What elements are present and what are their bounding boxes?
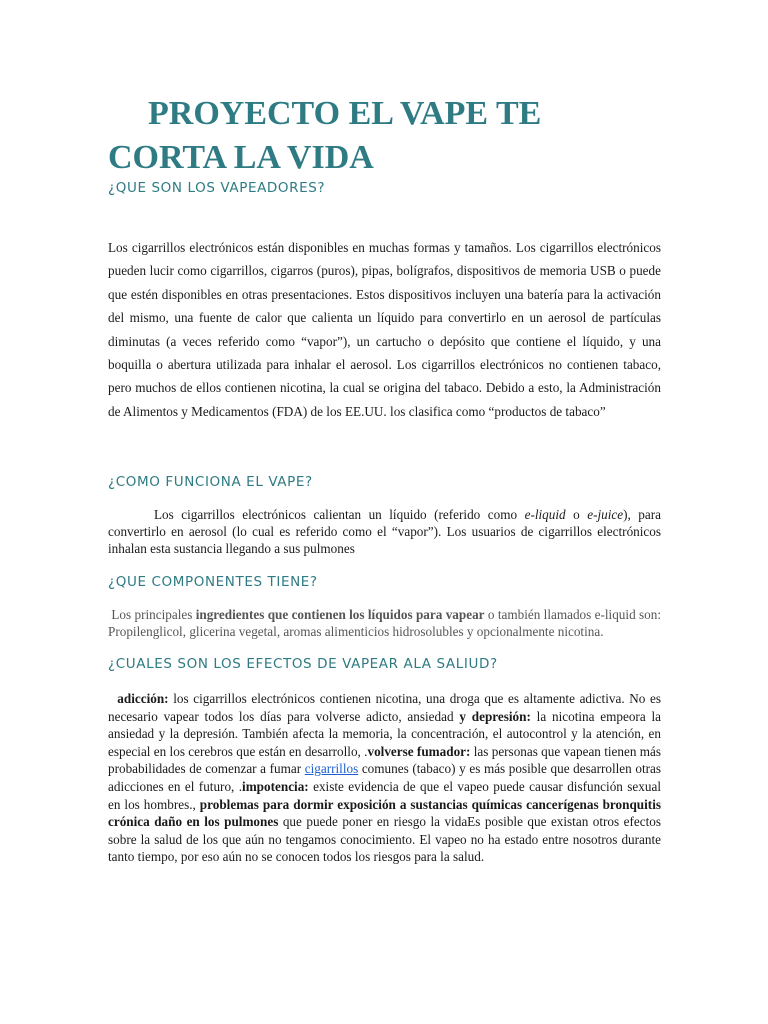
heading-efectos: ¿CUALES SON LOS EFECTOS DE VAPEAR ALA SALIUD?	[108, 656, 498, 672]
componentes-text-b: o también llamados e-liquid son: Propilenglicol, glicerina vegetal, aromas alimenticios hidrosolubles y opcionalmente nicotina.	[108, 607, 662, 640]
heading-componentes: ¿QUE COMPONENTES TIENE?	[108, 574, 318, 590]
efectos-bold-impotencia: impotencia:	[242, 778, 309, 794]
efectos-bold-problemas: problemas para dormir exposición a sustancias químicas cancerígenas bronquitis crónica daño en los pulmones	[108, 796, 661, 830]
como-funciona-text-b: o	[565, 507, 588, 522]
efectos-text-6: que puede poner en riesgo la vidaEs posible que existan otros efectos sobre la salud de los que aún no tengamos conocimiento. El vapeo no ha estado entre nosotros durante tanto tiempo, por eso aún no se conocen todos los riesgos para la salud.	[108, 814, 661, 865]
efectos-text-4: comunes (tabaco) y es más posible que desarrollen otras adicciones en el futuro, .	[108, 761, 661, 794]
heading-que-son: ¿QUE SON LOS VAPEADORES?	[108, 180, 326, 196]
efectos-bold-fumador: volverse fumador:	[367, 743, 471, 759]
efectos-text-1: los cigarrillos electrónicos contienen nicotina, una droga que es altamente adictiva. No es necesario vapear todos los días para volverse adicto, ansiedad	[108, 691, 661, 724]
heading-como-funciona: ¿COMO FUNCIONA EL VAPE?	[108, 474, 313, 490]
efectos-text-5: existe evidencia de que el vapeo puede causar disfunción sexual en los hombres.,	[108, 778, 661, 812]
componentes-text-a: Los principales	[111, 607, 196, 622]
componentes-bold: ingredientes que contienen los líquidos para vapear	[195, 607, 485, 622]
efectos-bold-depresion: y depresión:	[459, 708, 531, 724]
efectos-text-3: las personas que vapean tienen más probabilidades de comenzar a fumar	[108, 743, 662, 777]
cigarrillos-link[interactable]: cigarrillos	[304, 761, 359, 777]
title-line-2: CORTA LA VIDA	[108, 139, 374, 176]
paragraph-como-funciona	[108, 506, 661, 558]
paragraph-que-son: Los cigarrillos electrónicos están disponibles en muchas formas y tamaños. Los cigarrillos electrónicos pueden lucir como cigarrillos, cigarros (puros), pipas, bolígrafos, dispositivos de memoria USB o puede que estén disponibles en otras presentaciones. Estos dispositivos incluyen una batería para la activación del mismo, una fuente de calor que calienta un líquido para convertirlo en un aerosol de partículas diminutas (a veces referido como “vapor”), un cartucho o depósito que contiene el líquido, y una boquilla o abertura utilizada para inhalar el aerosol. Los cigarrillos electrónicos no contienen tabaco, pero muchos de ellos contienen nicotina, la cual se origina del tabaco. Debido a esto, la Administración de Alimentos y Medicamentos (FDA) de los EE.UU. los clasifica como “productos de tabaco”	[108, 240, 661, 419]
paragraph-efectos	[108, 690, 661, 866]
document-title	[108, 92, 668, 180]
paragraph-componentes	[108, 606, 661, 641]
efectos-bold-adiccion: adicción:	[117, 691, 169, 706]
como-funciona-text-a: Los cigarrillos electrónicos calientan un líquido (referido como	[154, 507, 525, 522]
efectos-text-2: la nicotina empeora la ansiedad y la depresión. También afecta la memoria, la concentración, el autocontrol y la atención, en especial en los cerebros que están en desarrollo, .	[108, 708, 661, 759]
em-e-liquid: e-liquid	[524, 507, 566, 522]
title-line-1: PROYECTO EL VAPE TE	[148, 95, 542, 132]
como-funciona-text-c: ), para convertirlo en aerosol (lo cual es referido como el “vapor”). Los usuarios de cigarrillos electrónicos inhalan esta sustancia llegando a sus pulmones	[108, 507, 661, 557]
em-e-juice: e-juice	[587, 507, 624, 522]
